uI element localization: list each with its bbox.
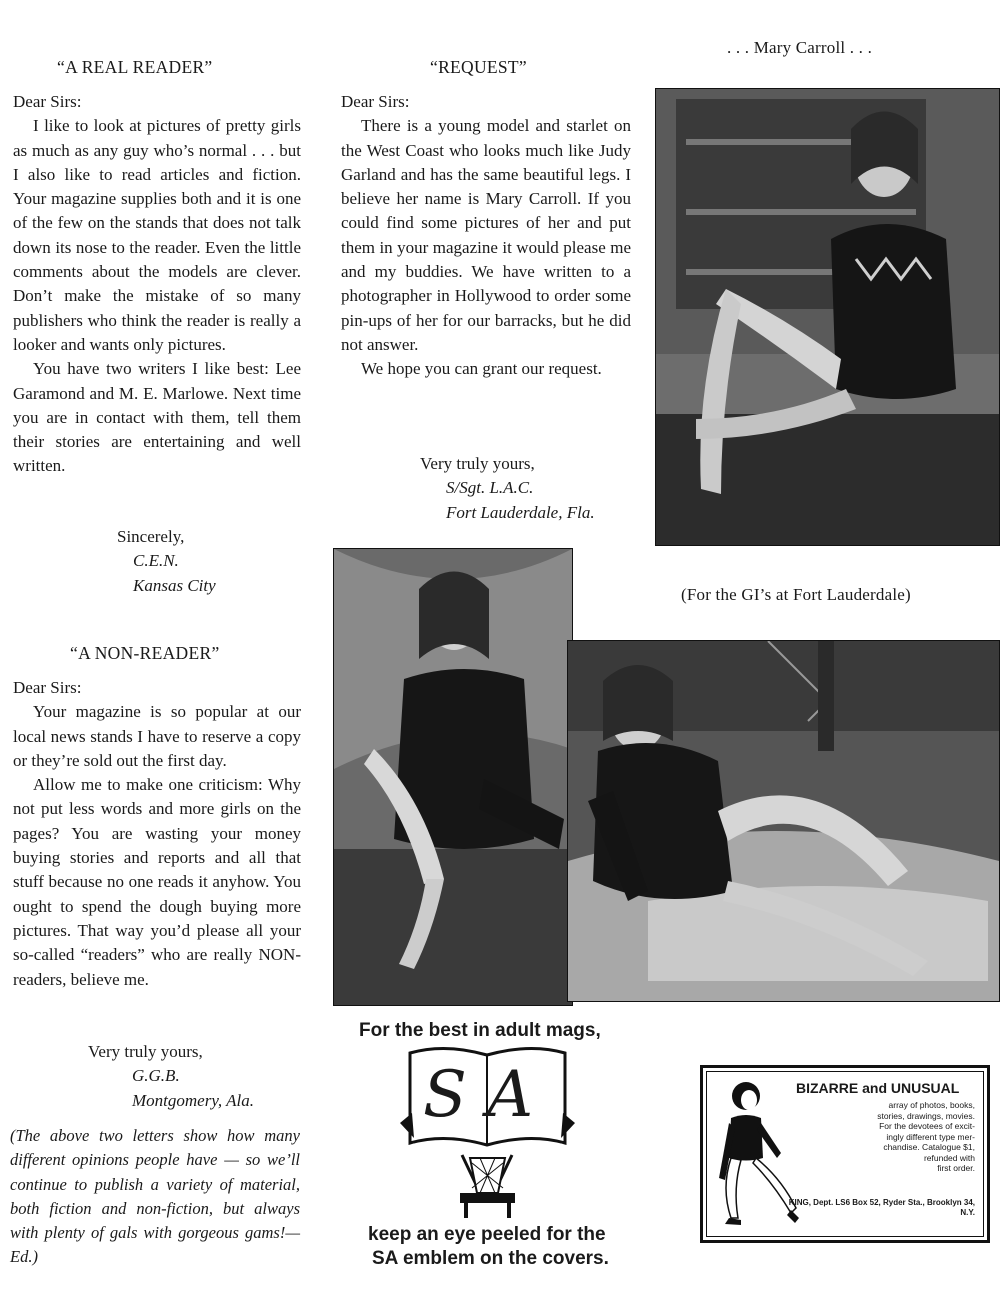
king-ad-address: KING, Dept. LS6 Box 52, Ryder Sta., Brooklyn 34, N.Y. [788,1198,975,1217]
letter1-closing: Sincerely, [117,527,185,546]
king-ad-title: BIZARRE and UNUSUAL [796,1080,960,1096]
letter1-paragraph: You have two writers I like best: Lee Garamond and M. E. Marlowe. Next time you are in contact with them, tell them their stories are entertaining and well written. [13,359,301,476]
king-ad-line: stories, drawings, movies. [877,1110,975,1121]
king-ad-body [843,1100,975,1174]
sa-emblem-letters: SA [422,1058,554,1132]
photo-caption-mid: (For the GI’s at Fort Lauderdale) [681,585,911,604]
model-photo-right [567,640,1000,1002]
letter1-body [13,90,301,479]
king-ad-line: ingly different type mer- [886,1131,975,1142]
king-ad-line: For the devotees of excit- [879,1121,975,1131]
model-photo-right-image [568,641,999,1001]
letter1-paragraph: I like to look at pictures of pretty girls as much as any guy who’s normal . . . but I also like to read articles and fiction. Your magazine supplies both and it is one of the few on the stands that does not talk down its nose to the reader. Even the little comments about the models are clever. Don’t make the mistake of so many publishers who think the reader is really a looker and wants only pictures. [13,116,301,354]
letter1-initials: C.E.N. [133,551,179,571]
letter3-initials: G.G.B. [132,1066,180,1086]
model-photo-left [333,548,573,1006]
letter3-paragraph: Your magazine is so popular at our local news stands I have to reserve a copy or they’re sold out the first day. [13,702,301,770]
letter2-signature [420,452,595,525]
letter1-heading: “A REAL READER” [57,57,213,77]
model-photo-top [655,88,1000,546]
letter3-closing: Very truly yours, [88,1042,203,1061]
photo-caption-top: . . . Mary Carroll . . . [727,38,873,57]
king-ad-line: refunded with [923,1152,975,1163]
letter3-salutation: Dear Sirs: [13,678,82,697]
letter3-body [13,676,301,992]
letter1-salutation: Dear Sirs: [13,92,82,111]
editor-note: (The above two letters show how many different opinions people have — so we’ll continue to publish a variety of material, both fiction and non-fiction, but always with plenty of gals with gorgeous gams!—Ed.) [10,1126,300,1267]
letter2-salutation: Dear Sirs: [341,92,410,111]
letter3-signature [88,1040,254,1113]
letter3-paragraph: Allow me to make one criticism: Why not put less words and more girls on the pages? You are wasting your money buying stories and reports and all that stuff because no one reads it anyhow. You ought to spend the dough buying more pictures. That way you’d please all your so-called “readers” who are really NON-readers, believe me. [13,775,301,989]
letter2-initials: S/Sgt. L.A.C. [446,478,534,498]
king-ad [700,1065,990,1243]
letter3-heading: “A NON-READER” [70,643,220,663]
king-ad-line: first order. [937,1163,975,1173]
letter2-heading: “REQUEST” [430,57,527,77]
letter2-paragraph: There is a young model and starlet on the West Coast who looks much like Judy Garland and has the same beautiful legs. I believe her name is Mary Carroll. If you could find some pictures of her and put them in your magazine it would please me and my buddies. We have written to a photographer in Hollywood to order some pin-ups of her for our barracks, but he did not answer. [341,116,631,354]
sa-ad-bottom-line-2: SA emblem on the covers. [372,1248,609,1269]
model-photo-left-image [334,549,572,1005]
letter2-paragraph: We hope you can grant our request. [361,359,602,379]
sa-ad-bottom-line-1: keep an eye peeled for the [368,1224,606,1245]
letter3-location: Montgomery, Ala. [132,1090,254,1110]
sa-ad-top-line: For the best in adult mags, [359,1020,601,1041]
king-ad-line: chandise. Catalogue $1, [883,1142,975,1152]
king-ad-line: array of photos, books, [888,1100,975,1110]
letter1-location: Kansas City [133,575,216,595]
sa-emblem [400,1043,575,1218]
letter2-location: Fort Lauderdale, Fla. [446,502,595,522]
model-photo-top-image [656,89,999,545]
letter2-closing: Very truly yours, [420,454,535,473]
letter1-signature [117,525,216,598]
letter2-body [341,90,631,382]
